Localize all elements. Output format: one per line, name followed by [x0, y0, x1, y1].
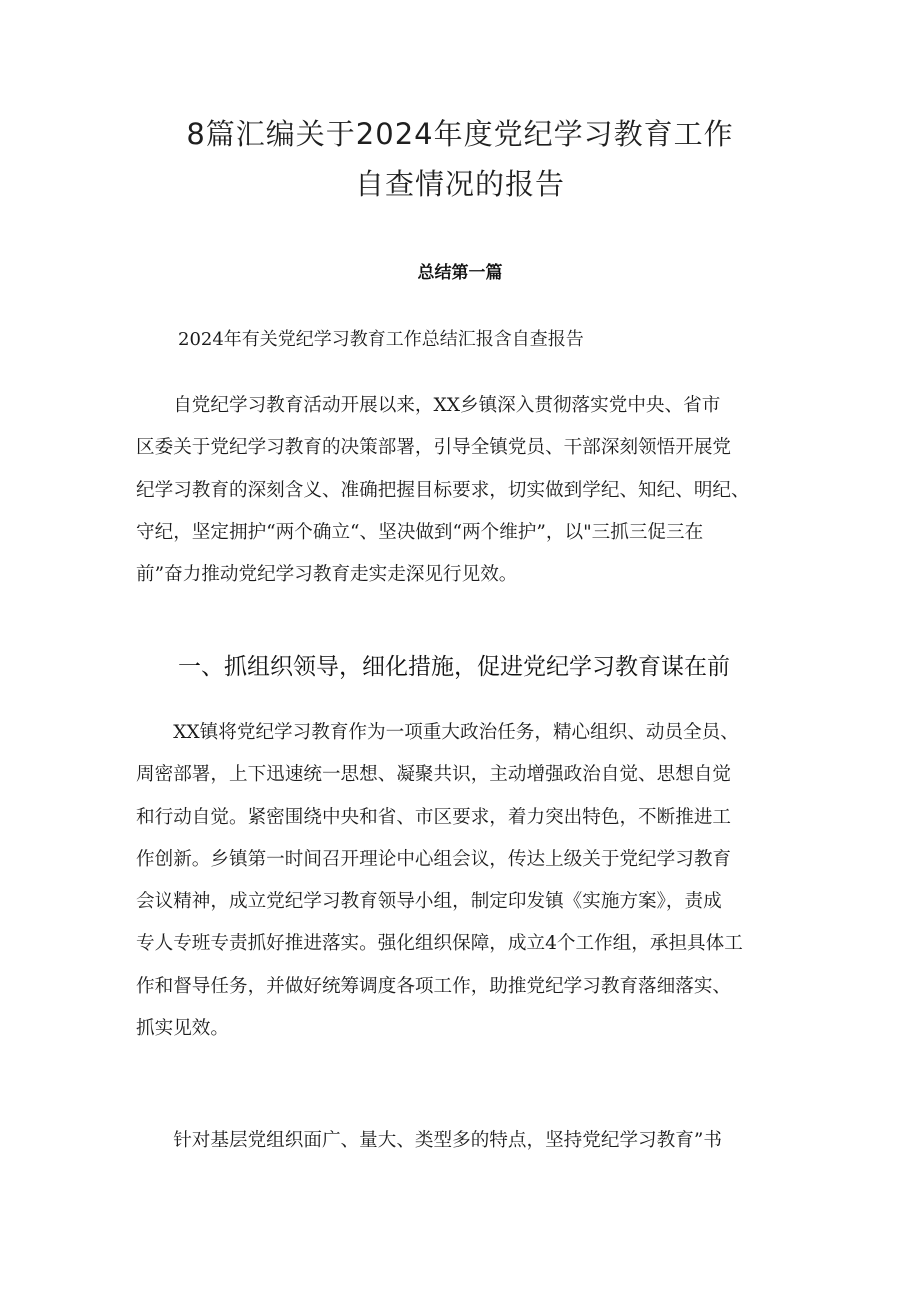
paragraph-line: 作和督导任务，并做好统筹调度各项工作，助推党纪学习教育落细落实、 [136, 975, 732, 997]
paragraph-line: 纪学习教育的深刻含义、准确把握目标要求，切实做到学纪、知纪、明纪、 [136, 479, 750, 501]
paragraph-line: 前”奋力推动党纪学习教育走实走深见行见效。 [136, 564, 518, 586]
paragraph-organization [136, 712, 800, 1050]
paragraph-line: 抓实见效。 [136, 1018, 229, 1040]
paragraph-line: 专人专班专责抓好推进落实。强化组织保障，成立4个工作组，承担具体工 [136, 933, 743, 955]
paragraph-line: 会议精神，成立党纪学习教育领导小组，制定印发镇《实施方案》，责成 [136, 891, 722, 913]
section-label: 总结第一篇 [417, 263, 503, 283]
report-subtitle: 2024年有关党纪学习教育工作总结汇报含自查报告 [178, 329, 584, 350]
paragraph-line: 和行动自觉。紧密围绕中央和省、市区要求，着力突出特色，不断推进工 [136, 806, 732, 828]
paragraph-intro [136, 385, 800, 596]
paragraph-line: 区委关于党纪学习教育的决策部署，引导全镇党员、干部深刻领悟开展党 [136, 437, 732, 459]
paragraph-line: 针对基层党组织面广、量大、类型多的特点，坚持党纪学习教育”书 [136, 1130, 722, 1151]
document-title-line-1: 8篇汇编关于2024年度党纪学习教育工作 [186, 117, 734, 151]
paragraph-line: 自党纪学习教育活动开展以来，XX乡镇深入贯彻落实党中央、省市 [136, 395, 721, 416]
paragraph-grassroots [136, 1120, 800, 1162]
document-title-line-2: 自查情况的报告 [354, 167, 565, 201]
section-heading-1: 一、抓组织领导，细化措施，促进党纪学习教育谋在前 [178, 654, 730, 680]
paragraph-line: 作创新。乡镇第一时间召开理论中心组会议，传达上级关于党纪学习教育 [136, 848, 732, 870]
paragraph-line: 周密部署，上下迅速统一思想、凝聚共识，主动增强政治自觉、思想自觉 [136, 764, 732, 786]
paragraph-line: 守纪，坚定拥护“两个确立“、坚决做到“两个维护”，以"三抓三促三在 [136, 521, 704, 543]
paragraph-line: XX镇将党纪学习教育作为一项重大政治任务，精心组织、动员全员、 [136, 722, 739, 743]
